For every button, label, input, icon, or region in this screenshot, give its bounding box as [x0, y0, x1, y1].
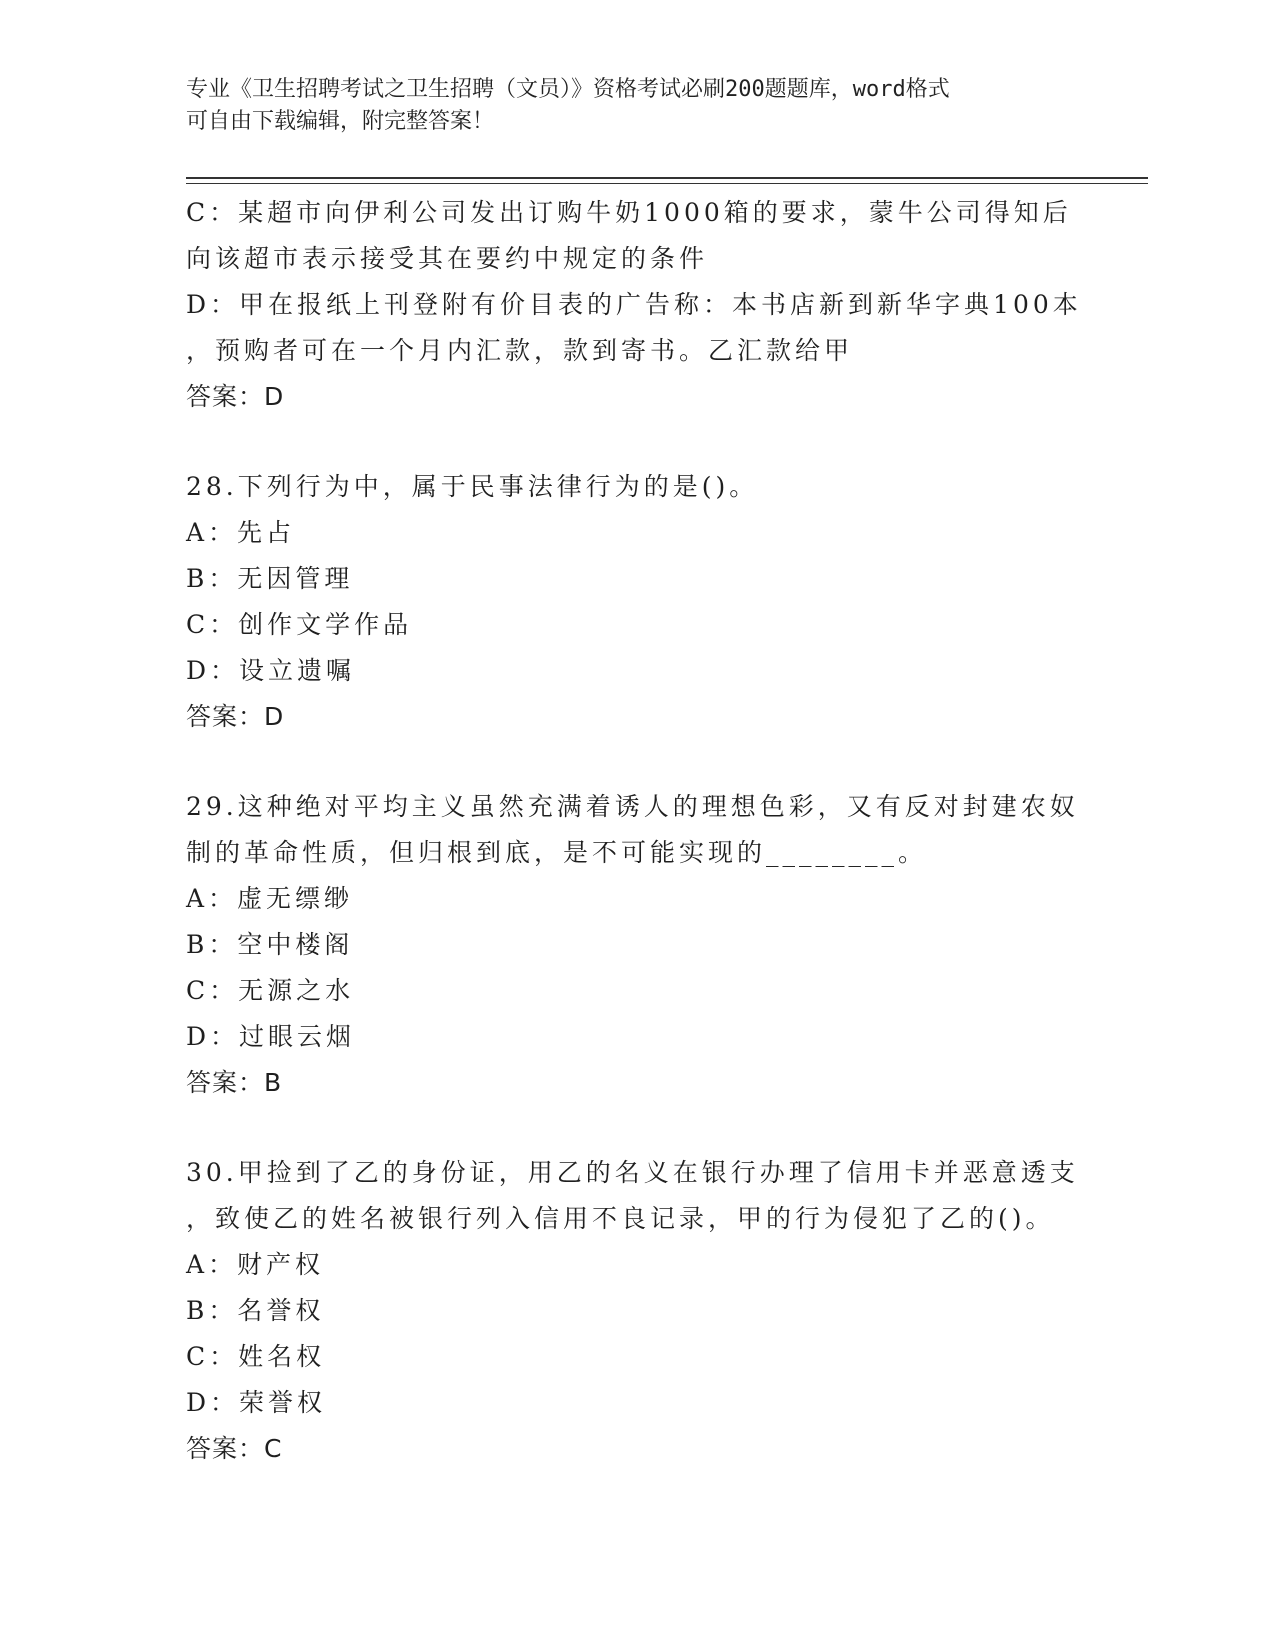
option-c: C：某超市向伊利公司发出订购牛奶1000箱的要求，蒙牛公司得知后 — [186, 198, 1072, 227]
question-stem: 29.这种绝对平均主义虽然充满着诱人的理想色彩，又有反对封建农奴 — [186, 792, 1079, 821]
option-b: B：名誉权 — [186, 1296, 325, 1325]
option-a: A：财产权 — [186, 1250, 325, 1279]
question-27-continuation — [186, 190, 1086, 420]
header-divider-thick — [186, 177, 1148, 179]
question-stem-continued: ，致使乙的姓名被银行列入信用不良记录，甲的行为侵犯了乙的()。 — [186, 1204, 1055, 1233]
option-c: C：姓名权 — [186, 1342, 326, 1371]
document-header — [186, 74, 1066, 138]
question-list — [186, 190, 1086, 1472]
question-stem-continued: 制的革命性质，但归根到底，是不可能实现的________。 — [186, 838, 928, 867]
option-a: A：虚无缥缈 — [186, 884, 354, 913]
option-b: B：无因管理 — [186, 564, 354, 593]
answer-label: 答案：D — [186, 382, 285, 411]
option-d-continued: ，预购者可在一个月内汇款，款到寄书。乙汇款给甲 — [186, 336, 854, 365]
question-28 — [186, 464, 1086, 740]
question-stem: 28.下列行为中，属于民事法律行为的是()。 — [186, 472, 759, 501]
answer-label: 答案：B — [186, 1068, 283, 1097]
option-d: D：甲在报纸上刊登附有价目表的广告称：本书店新到新华字典100本 — [186, 290, 1082, 319]
option-c: C：无源之水 — [186, 976, 355, 1005]
question-29 — [186, 784, 1086, 1106]
header-divider-thin — [186, 183, 1148, 184]
header-title-line-2: 可自由下载编辑，附完整答案！ — [186, 109, 495, 134]
option-d: D：设立遗嘱 — [186, 656, 356, 685]
option-b: B：空中楼阁 — [186, 930, 354, 959]
question-stem: 30.甲捡到了乙的身份证，用乙的名义在银行办理了信用卡并恶意透支 — [186, 1158, 1079, 1187]
answer-label: 答案：D — [186, 702, 285, 731]
answer-label: 答案：C — [186, 1434, 283, 1463]
option-a: A：先占 — [186, 518, 296, 547]
option-d: D：荣誉权 — [186, 1388, 327, 1417]
option-c-continued: 向该超市表示接受其在要约中规定的条件 — [186, 244, 709, 273]
question-30 — [186, 1150, 1086, 1472]
header-title-line-1: 专业《卫生招聘考试之卫生招聘（文员）》资格考试必刷200题题库，word格式 — [186, 77, 950, 102]
option-d: D：过眼云烟 — [186, 1022, 356, 1051]
option-c: C：创作文学作品 — [186, 610, 413, 639]
